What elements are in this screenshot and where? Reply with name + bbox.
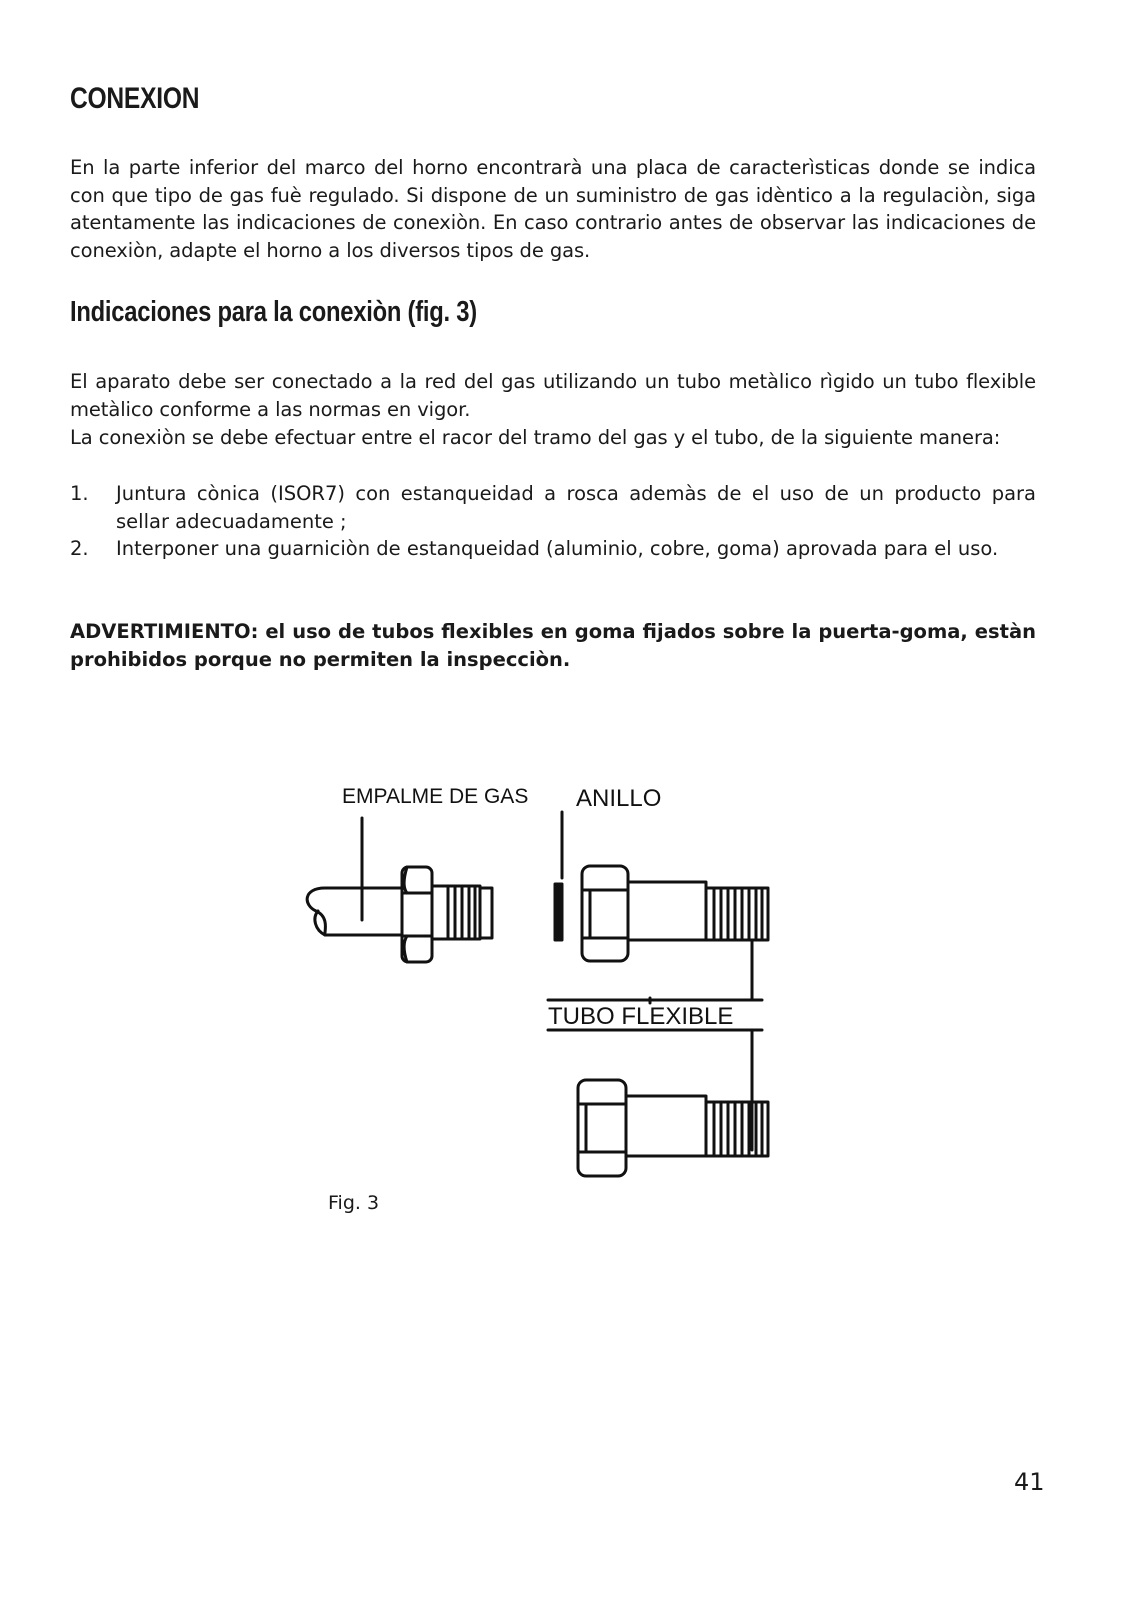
gas-pipe-drawing <box>307 888 402 935</box>
hose-fitting-lower <box>578 1080 768 1176</box>
gas-connector-thread <box>432 886 492 939</box>
list-item-number: 1. <box>70 482 89 505</box>
label-anillo: ANILLO <box>576 785 662 812</box>
label-empalme-de-gas: EMPALME DE GAS <box>342 785 529 808</box>
connection-paragraph: El aparato debe ser conectado a la red del gas utilizando un tubo metàlico rìgido un tubo flexible metàlico conforme a las normas en vigor. <box>70 370 1036 421</box>
subsection-title: Indicaciones para la conexiòn (fig. 3) <box>70 296 477 328</box>
procedure-paragraph: La conexiòn se debe efectuar entre el racor del tramo del gas y el tubo, de la siguiente manera: <box>70 426 1001 449</box>
washer-ring <box>555 812 562 940</box>
section-title: CONEXION <box>70 82 200 115</box>
gas-connector-nut <box>402 867 432 962</box>
hose-fitting-upper <box>582 866 768 961</box>
warning-text: ADVERTIMIENTO: el uso de tubos flexibles en goma fijados sobre la puerta-goma, estàn prohibidos porque no permiten la inspecciòn. <box>70 620 1036 671</box>
list-item-number: 2. <box>70 537 89 560</box>
figure-caption: Fig. 3 <box>328 1192 380 1214</box>
list-item-text: Juntura cònica (ISOR7) con estanqueidad a rosca ademàs de el uso de un producto para sellar adecuadamente ; <box>116 482 1036 533</box>
tubo-flexible-leader <box>548 940 762 1150</box>
page-number: 41 <box>1014 1468 1045 1496</box>
label-tubo-flexible: TUBO FLEXIBLE <box>548 1003 734 1030</box>
list-item-text: Interponer una guarniciòn de estanqueidad (aluminio, cobre, goma) aprovada para el uso. <box>116 537 999 560</box>
intro-paragraph: En la parte inferior del marco del horno encontrarà una placa de caracterìsticas donde se indica con que tipo de gas fuè regulado. Si dispone de un suministro de gas idèntico a la regulaciòn, siga atentamente las indicaciones de conexiòn. En caso contrario antes de observar las indicaciones de conexiòn, adapte el horno a los diversos tipos de gas. <box>70 156 1036 262</box>
